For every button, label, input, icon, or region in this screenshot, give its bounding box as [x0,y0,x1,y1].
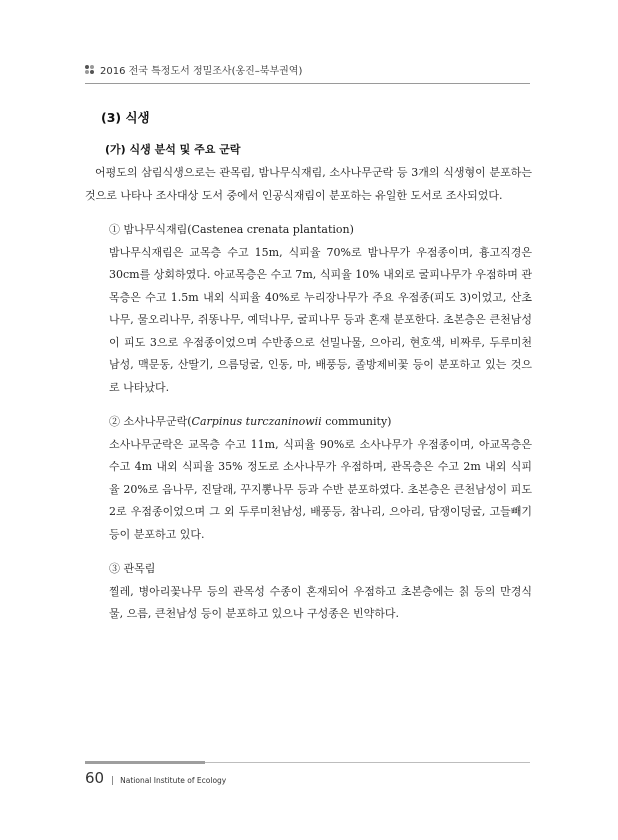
header-divider [85,83,530,84]
vegetation-item [85,219,532,399]
item-title: ③ 관목림 [109,562,156,575]
subsection-title: (가) 식생 분석 및 주요 군락 [105,143,241,156]
vegetation-item [85,411,532,546]
vegetation-item [85,558,532,626]
page-footer [85,762,530,787]
page-number: 60 [85,769,105,787]
item-body: 밤나무식재림은 교목층 수고 15m, 식피율 70%로 밤나무가 우점종이며, 흉고직경은 30cm를 상회하였다. 아교목층은 수고 7m, 식피율 10% 내외로 굴피나무가 우점하며 관목층은 수고 1.5m 내외 식피율 40%로 누리장나무가 주요 우점종(피도 3)이었고, 산초나무, 물오리나무, 쥐똥나무, 예덕나무, 굴피나무 등과 혼재 분포한다. 초본층은 큰천남성이 피도 3으로 우점종이었으며 수반종으로 선밀나물, 으아리, 현호색, 비짜루, 두루미천남성, 맥문동, 산딸기, 으름덩굴, 인동, 마, 배풍등, 졸방제비꽃 등이 분포하고 있는 것으로 나타났다. [109,245,532,394]
header-title: 2016 전국 특정도서 정밀조사(옹진–북부권역) [100,66,303,77]
bullet-dots-icon [85,65,95,75]
running-header [85,62,530,84]
footer-separator: | [111,776,115,786]
main-content [85,110,532,626]
item-body: 찔레, 병아리꽃나무 등의 관목성 수종이 혼재되어 우점하고 초본층에는 칡 등의 만경식물, 으름, 큰천남성 등이 분포하고 있으나 구성종은 빈약하다. [109,584,532,620]
footer-divider [85,762,530,763]
intro-paragraph: 어평도의 삼림식생으로는 관목림, 밤나무식재림, 소사나무군락 등 3개의 식생형이 분포하는 것으로 나타나 조사대상 도서 중에서 인공식재림이 분포하는 유일한 도서로 조사되었다. [85,166,532,202]
institute-name: National Institute of Ecology [120,776,227,785]
item-body: 소사나무군락은 교목층 수고 11m, 식피율 90%로 소사나무가 우점종이며, 아교목층은 수고 4m 내외 식피율 35% 정도로 소사나무가 우점하며, 관목층은 수고 2m 내외 식피율 20%로 음나무, 진달래, 꾸지뽕나무 등과 수반 분포하였다. 초본층은 큰천남성이 피도 2로 우점종이었으며 그 외 두루미천남성, 배풍등, 참나리, 으아리, 담쟁이덩굴, 고들빼기 등이 분포하고 있다. [109,437,532,541]
item-title: ① 밤나무식재림(Castenea crenata plantation) [109,223,354,236]
section-title: (3) 식생 [101,110,150,125]
item-title: ② 소사나무군락(Carpinus turczaninowii community) [109,415,392,428]
